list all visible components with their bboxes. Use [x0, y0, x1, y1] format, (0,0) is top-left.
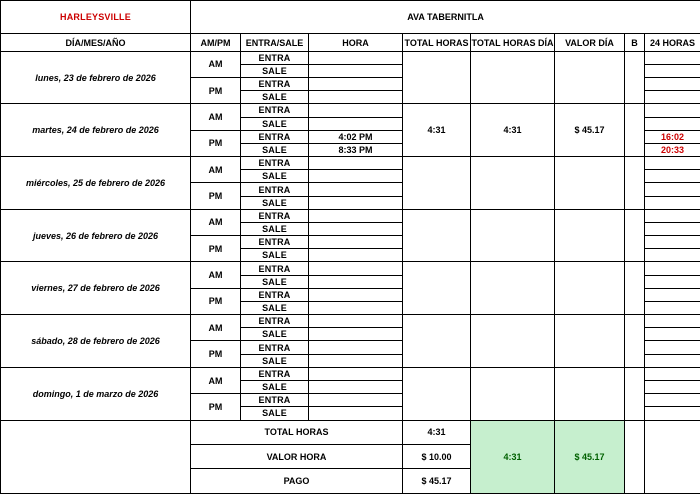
hora-pm-sale[interactable]: [309, 301, 403, 314]
h24-am-sale: [645, 170, 700, 183]
inout-sale-label: SALE: [241, 354, 309, 367]
hora-am-sale[interactable]: [309, 170, 403, 183]
total-horas-dia-cell[interactable]: [471, 262, 555, 315]
hora-am-sale[interactable]: [309, 381, 403, 394]
h24-pm-sale: [645, 249, 700, 262]
col-header-inout: ENTRA/SALE: [241, 34, 309, 51]
ampm-pm-label: PM: [191, 341, 241, 367]
col-header-valor-dia: VALOR DÍA: [555, 34, 625, 51]
h24-pm-sale: [645, 91, 700, 104]
inout-sale-label: SALE: [241, 249, 309, 262]
hora-am-entra[interactable]: [309, 315, 403, 328]
inout-entra-label: ENTRA: [241, 394, 309, 407]
inout-sale-label: SALE: [241, 91, 309, 104]
day-date-cell: viernes, 27 de febrero de 2026: [1, 262, 191, 315]
h24-pm-sale: 20:33: [645, 143, 700, 156]
day-date-cell: miércoles, 25 de febrero de 2026: [1, 157, 191, 210]
h24-pm-entra: [645, 236, 700, 249]
summary-pago-label: PAGO: [191, 469, 403, 494]
col-header-total-horas: TOTAL HORAS: [403, 34, 471, 51]
inout-sale-label: SALE: [241, 407, 309, 420]
hora-pm-entra[interactable]: [309, 78, 403, 91]
b-cell[interactable]: [625, 367, 645, 420]
h24-am-entra: [645, 367, 700, 380]
inout-sale-label: SALE: [241, 64, 309, 77]
hora-pm-sale[interactable]: [309, 249, 403, 262]
total-horas-dia-cell[interactable]: [471, 157, 555, 210]
col-header-24horas: 24 HORAS: [645, 34, 700, 51]
hora-pm-entra[interactable]: [309, 394, 403, 407]
inout-entra-label: ENTRA: [241, 209, 309, 222]
valor-dia-cell[interactable]: [555, 315, 625, 368]
total-horas-dia-cell[interactable]: [471, 51, 555, 104]
col-header-ampm: AM/PM: [191, 34, 241, 51]
total-horas-cell[interactable]: [403, 367, 471, 420]
total-horas-cell[interactable]: 4:31: [403, 104, 471, 157]
h24-am-sale: [645, 275, 700, 288]
col-header-hora: HORA: [309, 34, 403, 51]
hora-pm-sale[interactable]: [309, 354, 403, 367]
hora-pm-sale[interactable]: [309, 196, 403, 209]
total-horas-dia-cell[interactable]: [471, 315, 555, 368]
ampm-am-label: AM: [191, 315, 241, 341]
b-cell[interactable]: [625, 51, 645, 104]
inout-entra-label: ENTRA: [241, 236, 309, 249]
hora-am-sale[interactable]: [309, 275, 403, 288]
h24-am-entra: [645, 315, 700, 328]
hora-pm-sale[interactable]: [309, 91, 403, 104]
b-cell[interactable]: [625, 157, 645, 210]
h24-am-sale: [645, 222, 700, 235]
inout-entra-label: ENTRA: [241, 262, 309, 275]
ampm-pm-label: PM: [191, 183, 241, 209]
h24-pm-entra: 16:02: [645, 130, 700, 143]
inout-sale-label: SALE: [241, 117, 309, 130]
h24-pm-sale: [645, 354, 700, 367]
summary-spacer: [1, 420, 191, 493]
hora-pm-entra[interactable]: [309, 341, 403, 354]
summary-24h-spacer: [645, 420, 700, 493]
h24-pm-sale: [645, 407, 700, 420]
day-date-cell: lunes, 23 de febrero de 2026: [1, 51, 191, 104]
day-date-cell: jueves, 26 de febrero de 2026: [1, 209, 191, 262]
h24-am-sale: [645, 64, 700, 77]
summary-valor-hora-label: VALOR HORA: [191, 444, 403, 468]
inout-sale-label: SALE: [241, 196, 309, 209]
inout-sale-label: SALE: [241, 222, 309, 235]
b-cell[interactable]: [625, 315, 645, 368]
hora-am-entra[interactable]: [309, 367, 403, 380]
h24-pm-entra: [645, 394, 700, 407]
col-header-b: B: [625, 34, 645, 51]
hora-am-sale[interactable]: [309, 117, 403, 130]
col-header-date: DÍA/MES/AÑO: [1, 34, 191, 51]
h24-pm-sale: [645, 301, 700, 314]
ampm-pm-label: PM: [191, 236, 241, 262]
ampm-am-label: AM: [191, 51, 241, 77]
inout-entra-label: ENTRA: [241, 51, 309, 64]
ampm-am-label: AM: [191, 262, 241, 288]
hora-pm-entra[interactable]: [309, 183, 403, 196]
inout-entra-label: ENTRA: [241, 341, 309, 354]
h24-am-entra: [645, 209, 700, 222]
summary-total-horas-value[interactable]: 4:31: [403, 420, 471, 444]
total-horas-cell[interactable]: [403, 315, 471, 368]
hora-am-entra[interactable]: [309, 51, 403, 64]
hora-pm-entra[interactable]: [309, 288, 403, 301]
total-horas-cell[interactable]: [403, 51, 471, 104]
day-date-cell: sábado, 28 de febrero de 2026: [1, 315, 191, 368]
h24-am-sale: [645, 117, 700, 130]
summary-green-amount[interactable]: $ 45.17: [555, 420, 625, 493]
valor-dia-cell[interactable]: [555, 51, 625, 104]
hora-am-entra[interactable]: [309, 262, 403, 275]
h24-am-entra: [645, 104, 700, 117]
h24-pm-entra: [645, 341, 700, 354]
h24-pm-sale: [645, 196, 700, 209]
inout-entra-label: ENTRA: [241, 104, 309, 117]
hora-pm-entra[interactable]: [309, 236, 403, 249]
h24-pm-entra: [645, 183, 700, 196]
valor-dia-cell[interactable]: [555, 367, 625, 420]
inout-sale-label: SALE: [241, 301, 309, 314]
day-date-cell: domingo, 1 de marzo de 2026: [1, 367, 191, 420]
inout-sale-label: SALE: [241, 275, 309, 288]
b-cell[interactable]: [625, 104, 645, 157]
ampm-pm-label: PM: [191, 394, 241, 420]
inout-entra-label: ENTRA: [241, 130, 309, 143]
hora-am-entra[interactable]: [309, 104, 403, 117]
inout-sale-label: SALE: [241, 170, 309, 183]
ampm-am-label: AM: [191, 367, 241, 393]
total-horas-dia-cell[interactable]: [471, 209, 555, 262]
inout-entra-label: ENTRA: [241, 288, 309, 301]
summary-b-spacer: [625, 420, 645, 493]
valor-dia-cell[interactable]: $ 45.17: [555, 104, 625, 157]
hora-pm-entra[interactable]: 4:02 PM: [309, 130, 403, 143]
valor-dia-cell[interactable]: [555, 157, 625, 210]
inout-sale-label: SALE: [241, 328, 309, 341]
summary-pago-value[interactable]: $ 45.17: [403, 469, 471, 494]
b-cell[interactable]: [625, 209, 645, 262]
col-header-total-horas-dia: TOTAL HORAS DÍA: [471, 34, 555, 51]
ampm-am-label: AM: [191, 209, 241, 235]
ampm-am-label: AM: [191, 157, 241, 183]
h24-pm-entra: [645, 288, 700, 301]
b-cell[interactable]: [625, 262, 645, 315]
page-title: AVA TABERNITLA: [191, 1, 700, 34]
h24-am-sale: [645, 328, 700, 341]
ampm-pm-label: PM: [191, 78, 241, 104]
day-date-cell: martes, 24 de febrero de 2026: [1, 104, 191, 157]
h24-pm-entra: [645, 78, 700, 91]
hora-pm-sale[interactable]: [309, 407, 403, 420]
total-horas-cell[interactable]: [403, 262, 471, 315]
ampm-pm-label: PM: [191, 288, 241, 314]
h24-am-entra: [645, 51, 700, 64]
summary-green-hours[interactable]: 4:31: [471, 420, 555, 493]
h24-am-entra: [645, 157, 700, 170]
hora-am-entra[interactable]: [309, 209, 403, 222]
total-horas-dia-cell[interactable]: [471, 367, 555, 420]
valor-dia-cell[interactable]: [555, 262, 625, 315]
inout-entra-label: ENTRA: [241, 157, 309, 170]
hora-am-sale[interactable]: [309, 222, 403, 235]
inout-entra-label: ENTRA: [241, 78, 309, 91]
hora-am-sale[interactable]: [309, 64, 403, 77]
total-horas-dia-cell[interactable]: 4:31: [471, 104, 555, 157]
inout-sale-label: SALE: [241, 143, 309, 156]
inout-entra-label: ENTRA: [241, 183, 309, 196]
ampm-am-label: AM: [191, 104, 241, 130]
summary-total-horas-label: TOTAL HORAS: [191, 420, 403, 444]
hora-am-sale[interactable]: [309, 328, 403, 341]
inout-sale-label: SALE: [241, 381, 309, 394]
total-horas-cell[interactable]: [403, 209, 471, 262]
summary-valor-hora-value[interactable]: $ 10.00: [403, 444, 471, 468]
hora-pm-sale[interactable]: 8:33 PM: [309, 143, 403, 156]
h24-am-sale: [645, 381, 700, 394]
total-horas-cell[interactable]: [403, 157, 471, 210]
inout-entra-label: ENTRA: [241, 367, 309, 380]
brand-title: HARLEYSVILLE: [1, 1, 191, 34]
valor-dia-cell[interactable]: [555, 209, 625, 262]
hora-am-entra[interactable]: [309, 157, 403, 170]
inout-entra-label: ENTRA: [241, 315, 309, 328]
ampm-pm-label: PM: [191, 130, 241, 156]
h24-am-entra: [645, 262, 700, 275]
